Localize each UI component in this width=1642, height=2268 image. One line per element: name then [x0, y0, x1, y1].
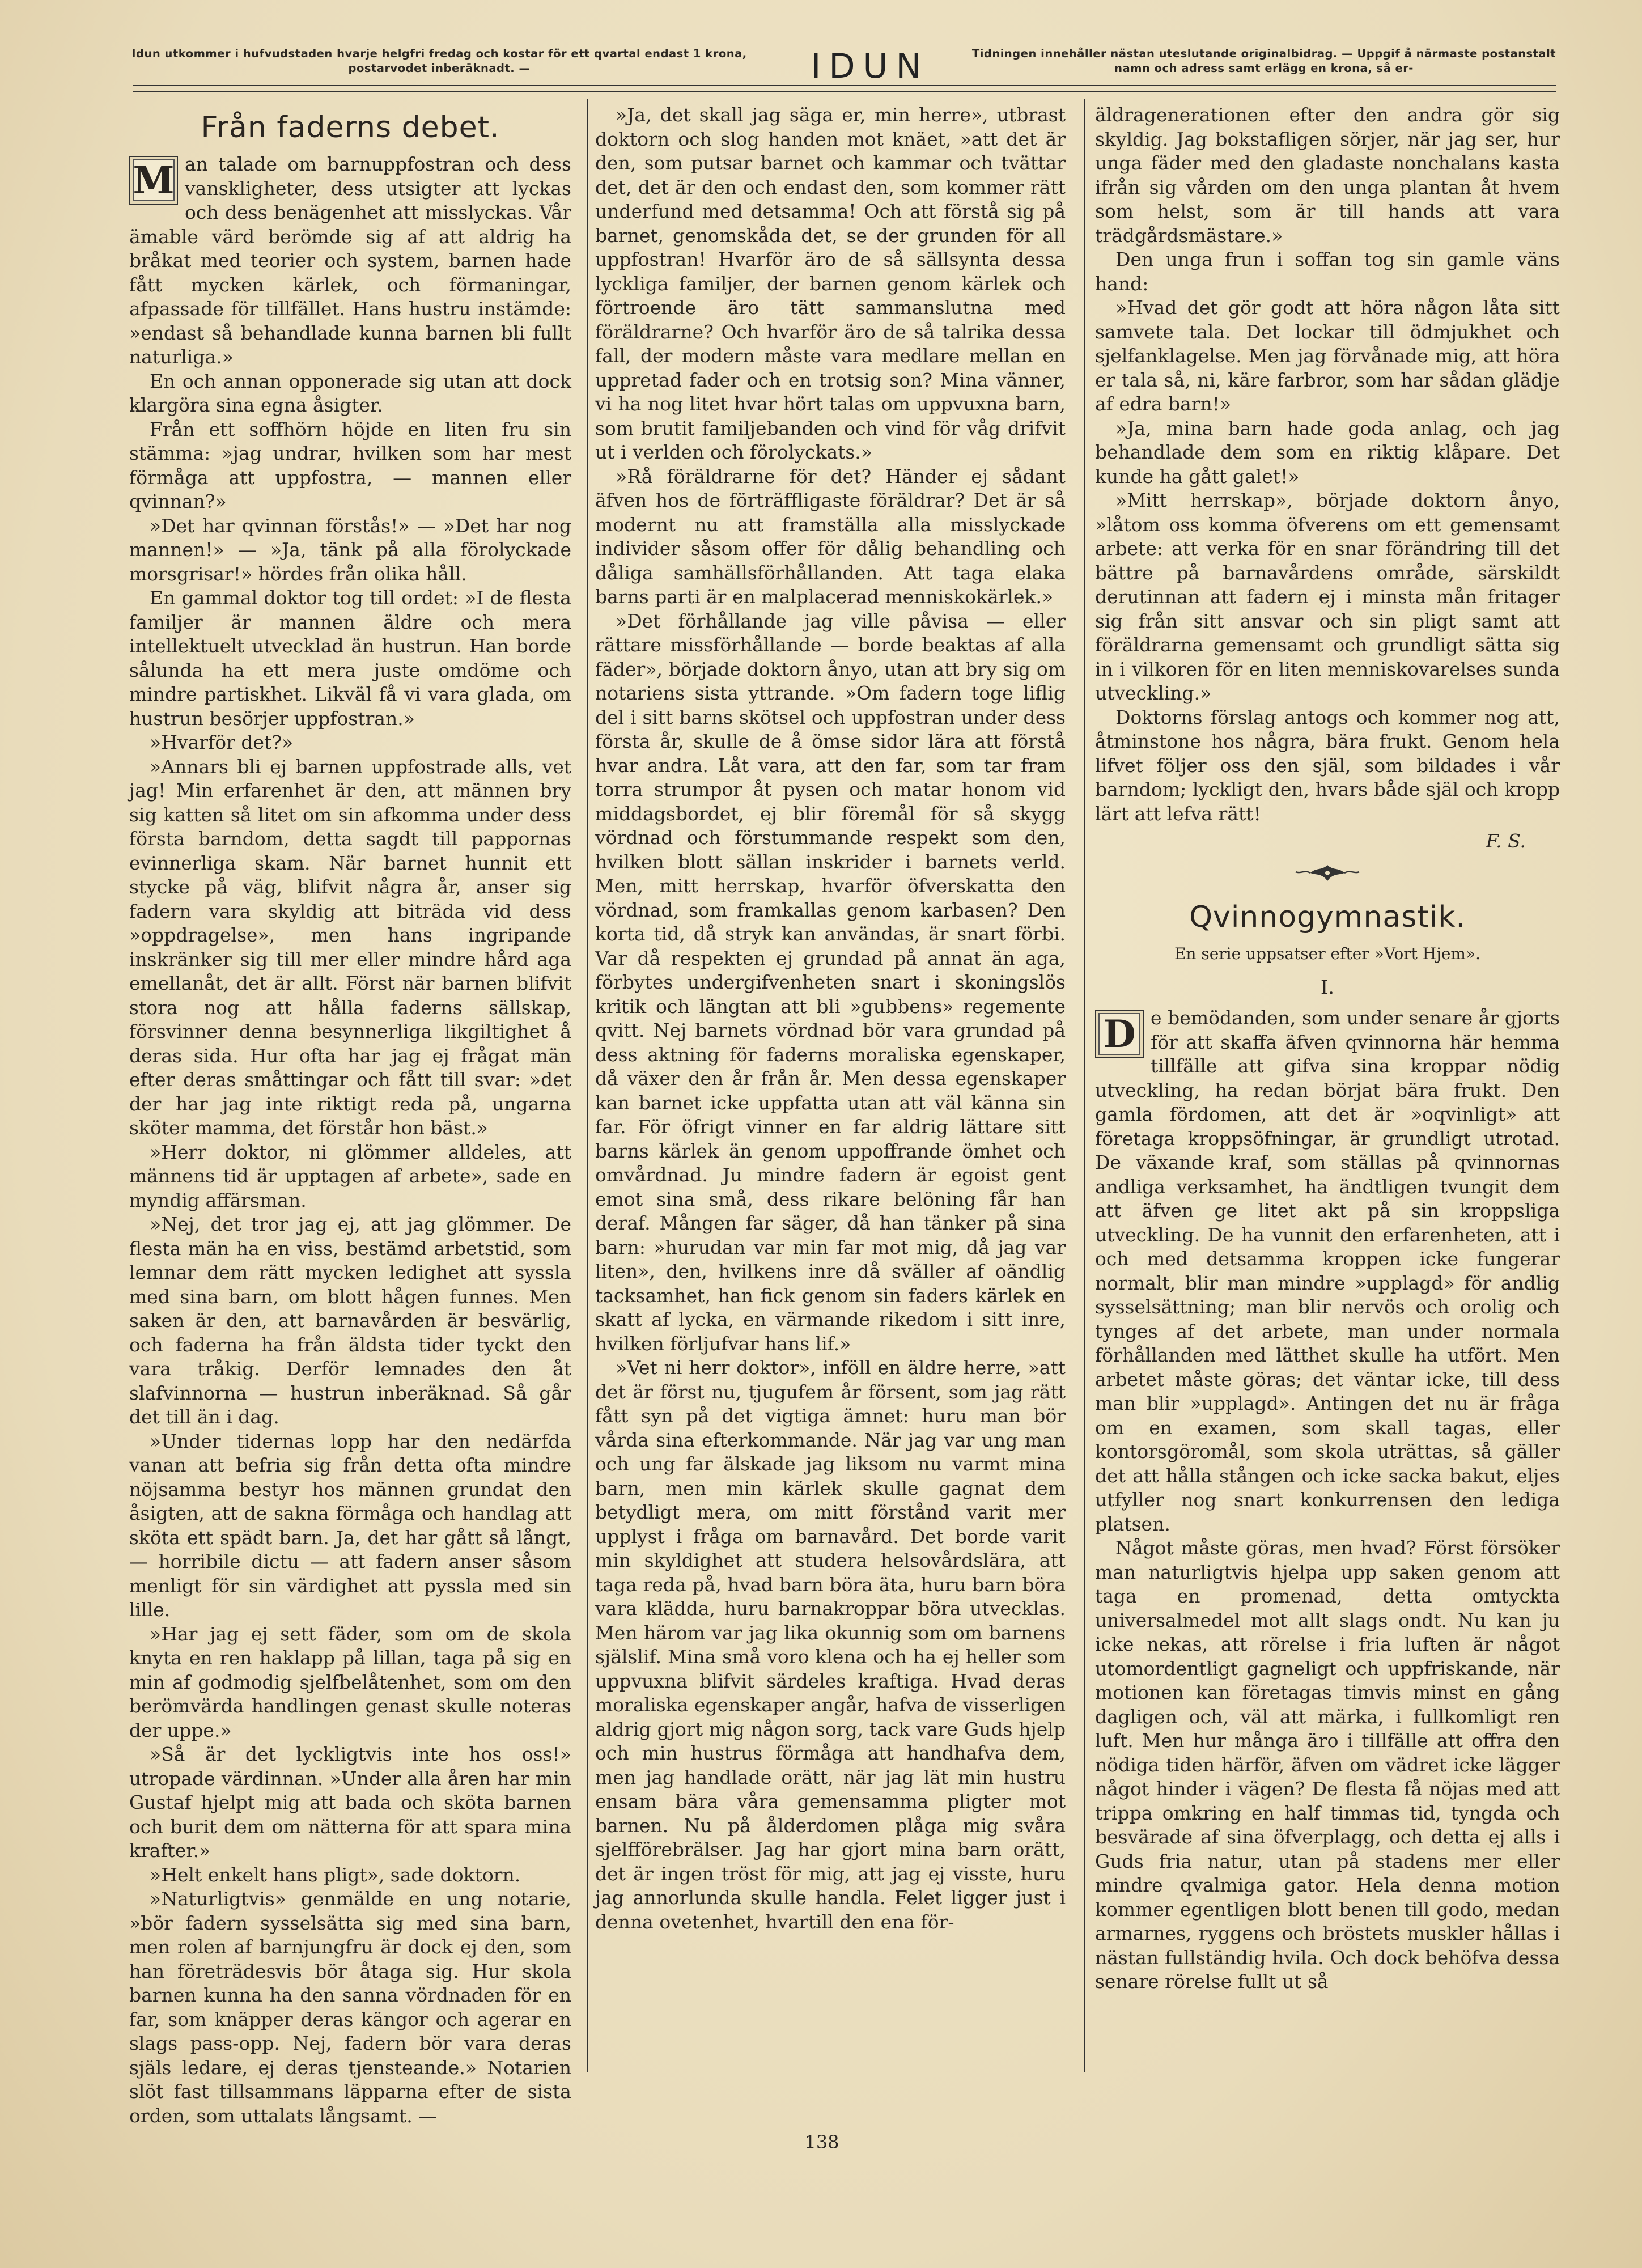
article-paragraph: »Det har qvinnan förstås!» — »Det har nog mannen!» — »Ja, tänk på alla förolyckade morsgrisar!» hördes från olika håll.: [129, 514, 571, 585]
masthead-rule-lower: [133, 91, 1556, 92]
article-paragraph: »Det förhållande jag ville påvisa — eller rättare missförhållande — borde beaktas af alla fäder», började doktorn ånyo, utan att bry sig om notariens sista yttrande. »Om fadern toge liflig del i sitt barns skötsel och uppfostran under dess första år, skulle de å ömse sidor lära att förstå hvar andra. Låt vara, att den far, som tar fram torra strumpor åt pysen och matar honom vid middagsbordet, ej blir föremål för så skygg vördnad och förstummande respekt som den, hvilken blott sällan inskrider i barnets verld. Men, mitt herrskap, hvarför öfverskatta den vördnad, som framkallas genom karbasen? Den korta tid, då stryk kan användas, är snart förbi. Var då respekten ej grundad på annat än aga, förbytes undergifvenheten snart i skoningslös kritik och längtan att bli »gubbens» regemente qvitt. Nej barnets vördnad bör vara grundad på dess aktning för faderns moraliska egenskaper, då växer den år från år. Men dessa egenskaper kan barnet icke uppfatta utan att väl känna sin far. För öfrigt vinner en far aldrig lättare sitt barns kärlek än genom uppoffrande ömhet och omvårdnad. Ju mindre fadern är egoist gent emot sina små, dess rikare belöning får han deraf. Mången far säger, då han tänker på sina barn: »hurudan var min far mot mig, då jag var liten», den, hvilkens inre då sväller af oändlig tacksamhet, han fick genom sin faders kärlek en skatt af lycka, en värmande rikedom i sitt inre, hvilken förljufvar hans lif.»: [595, 609, 1066, 1355]
article-paragraph: »Vet ni herr doktor», inföll en äldre herre, »att det är först nu, tjugufem år försent, som jag rätt fått syn på det vigtiga ämnet: huru man bör vårda sina efterkommande. När jag var ung man och ung far älskade jag liksom nu varmt mina barn, men min kärlek skulle gagnat dem betydligt mera, om mitt förstånd varit mer upplyst i fråga om barnavård. Det borde varit min skyldighet att studera helsovårdslära, att taga reda på, hvad barn böra äta, huru barn böra vara klädda, huru barnakroppar böra utvecklas. Men härom var jag lika okunnig som om barnens själslif. Mina små voro klena och ha ej heller som uppvuxna blifvit särdeles kraftiga. Hvad deras moraliska egenskaper angår, hafva de visserligen aldrig gjort mig någon sorg, tack vare Guds hjelp och min hustrus förmåga att handhafva dem, men jag handlade orätt, när jag lät min hustru ensam bära våra gemensamma pligter mot barnen. Nu på ålderdomen plåga mig svåra sjelfförebrälser. Jag har gjort mina barn orätt, det är ingen tröst för mig, att jag ej visste, huru jag annorlunda skulle handla. Felet ligger just i denna ovetenhet, hvartill den ena för-: [595, 1356, 1066, 1933]
column-3: [1095, 103, 1560, 1994]
article-title: Qvinnogymnastik.: [1189, 900, 1466, 934]
section-number: I.: [1320, 976, 1335, 999]
article-paragraph: M an talade om barnuppfostran och dess vanskligheter, dess utsigter att lyckas och dess benägenhet att misslyckas. Vår ämable värd berömde sig af att aldrig ha bråkat med teorier och system, barnen hade fått mycken kärlek, och förmaningar, afpassade för tillfället. Hans hustru instämde: »endast så behandlade kunna barnen bli fullt naturliga.»: [129, 153, 571, 368]
article-paragraph: Doktorns förslag antogs och kommer nog att, åtminstone hos några, bära frukt. Genom hela lifvet följer oss den själ, som bildades i vår barndom; lyckligt den, hvars både själ och kropp lärt att lefva rätt!: [1095, 706, 1560, 825]
article-subtitle: En serie uppsatser efter »Vort Hjem».: [1174, 944, 1480, 963]
article-paragraph: äldragenerationen efter den andra gör sig skyldig. Jag bokstafligen sörjer, när jag ser, hur unga fäder med den gladaste nonchalans kasta ifrån sig vården om den unga plantan åt hvem som helst, som är till hands att vara trädgårdsmästare.»: [1095, 104, 1560, 247]
column-divider: [587, 99, 588, 2072]
article-paragraph: En och annan opponerade sig utan att dock klargöra sina egna åsigter.: [129, 370, 571, 416]
article-paragraph: »Hvad det gör godt att höra någon låta sitt samvete tala. Det lockar till ödmjukhet och sjelfanklagelse. Men jag förvånade mig, att höra er tala så, ni, käre farbror, som har sådan glädje af edra barn!»: [1095, 296, 1560, 415]
article-paragraph: Den unga frun i soffan tog sin gamle väns hand:: [1095, 248, 1560, 295]
drop-cap: D: [1095, 1010, 1144, 1058]
masthead: [130, 46, 1559, 87]
masthead-rule: [133, 84, 1556, 86]
article-paragraph: »Naturligtvis» genmälde en ung notarie, »bör fadern sysselsätta sig med sina barn, men rolen af barnjungfru är dock ej den, som han företrädesvis bör åtaga sig. Hur skola barnen kunna ha den sanna vördnaden för en far, som knäpper deras kängor och agerar en slags pass-opp. Nej, fadern bör vara deras själs ledare, ej deras tjensteande.» Notarien slöt fast tillsammans läpparna efter de sista orden, som uttalats långsamt. —: [129, 1888, 571, 2127]
masthead-title: IDUN: [811, 46, 930, 86]
masthead-content-note: Tidningen innehåller nästan uteslutande originalbidrag. — Uppgif å närmaste postanstalt namn och adress samt erlägg en krona, så er-: [971, 47, 1556, 75]
article-paragraph: »Nej, det tror jag ej, att jag glömmer. De flesta män ha en viss, bestämd arbetstid, som lemnar dem rätt mycken ledighet att syssla med sina barn, om blott hågen funnes. Men saken är den, att barnavården är besvärlig, och faderna ha från äldsta tider tyckt den vara tråkig. Derför lemnades den åt slafvinnorna — hustrun inberäknad. Så går det till än i dag.: [129, 1213, 571, 1428]
article-paragraph: »Mitt herrskap», började doktorn ånyo, »låtom oss komma öfverens om ett gemensamt arbete: att verka för en snar förändring till det bättre på barnavårdens område, särskildt derutinnan att fadern ej i minsta mån fritager sig från sitt ansvar och sin pligt samt att föräldrarna gemensamt och grundligt sätta sig in i vilkoren för en liten menniskovarelses sunda utveckling.»: [1095, 489, 1560, 704]
article-paragraph: »Hvarför det?»: [150, 731, 294, 753]
article-paragraph: »Under tidernas lopp har den nedärfda vanan att befria sig från detta ofta mindre nöjsamma bestyr hos männen grundat den åsigten, att de sakna förmåga och handlag att sköta ett spädt barn. Ja, det har gått så långt, — horribile dictu — att fadern anser såsom menligt för sin värdighet att pyssla med sin lille.: [129, 1430, 571, 1621]
article-paragraph: »Har jag ej sett fäder, som om de skola knyta en ren haklapp på lillan, taga på sig en min af godmodig sjelfbelåtenhet, som om den berömvärda handlingen genast skulle noteras der uppe.»: [129, 1622, 571, 1741]
article-paragraph: »Herr doktor, ni glömmer alldeles, att männens tid är upptagen af arbete», sade en myndig affärsman.: [129, 1141, 571, 1211]
article-paragraph: »Annars bli ej barnen uppfostrade alls, vet jag! Min erfarenhet är den, att männen bry sig katten så litet om sin afkomma under dess första barndom, detta sagdt till pappornas evinnerliga skam. När barnet hunnit ett stycke på väg, blifvit några år, anser sig fadern vara skyldig att biträda vid dess »oppdragelse», men hans ingripande inskränker sig till mer eller mindre hård aga emellanåt, det är allt. Först när barnen blifvit stora nog att hålla faderns sällskap, försvinner denna besynnerliga likgiltighet å deras sida. Hur ofta har jag ej frågat män efter deras småttingar och fått till svar: »det der har jag inte riktigt reda på, ungarna sköter mamma, det förstår hon bäst.»: [129, 755, 571, 1139]
article-paragraph: »Ja, mina barn hade goda anlag, och jag behandlade dem som en riktig klåpare. Det kunde ha gått galet!»: [1095, 417, 1560, 487]
article-paragraph: En gammal doktor tog till ordet: »I de flesta familjer är mannen äldre och mera intellektuelt utvecklad än hustrun. Han borde sålunda ha ett mera juste omdöme och mindre partiskhet. Likväl få vi vara glada, om hustrun besörjer uppfostran.»: [129, 587, 571, 730]
article-paragraph: »Ja, det skall jag säga er, min herre», utbrast doktorn och slog handen mot knäet, »att det är den, som putsar barnet och kammar och tvättar det, det är den och endast den, som kommer rätt underfund med detsamma! Och att förstå sig på barnet, genomskåda det, se der grunden för all uppfostran! Hvarför äro de så sällsynta dessa lyckliga familjer, der barnen genom kärlek och förtroende äro tätt sammanslutna med föräldrarne? Och hvarför äro de så talrika dessa fall, der modern måste vara medlare mellan en uppretad fader och en trotsig son? Mina vänner, vi ha nog litet hvar hört talas om uppvuxna barn, som brutit familjebanden och vind för våg drifvit ut i verlden och förolyckats.»: [595, 104, 1066, 463]
ornament-icon: [1095, 863, 1560, 889]
column-divider: [1084, 99, 1085, 2072]
article-signature: F. S.: [1486, 830, 1526, 852]
article-paragraph: »Helt enkelt hans pligt», sade doktorn.: [150, 1863, 521, 1886]
drop-cap: M: [129, 156, 178, 205]
column-1: [129, 99, 571, 2128]
column-2: [595, 103, 1066, 1934]
article-paragraph: Något måste göras, men hvad? Först försöker man naturligtvis hjelpa upp saken genom att taga en promenad, detta omtyckta universalmedel mot allt slags ondt. Nu kan ju icke nekas, att rörelse i fria luften är något utomordentligt gagneligt och uppfriskande, när motionen kan företagas timvis minst en gång dagligen och, väl att märka, i fullkomligt ren luft. Men hur många äro i tillfälle att offra den nödiga tiden härför, äfven om vädret icke lägger något hinder i vägen? De flesta få nöjas med att trippa omkring en half timmas tid, tyngda och besvärade af sina öfverplagg, och detta ej alls i Guds fria natur, utan på stadens mer eller mindre qvalmiga gator. Hela denna motion kommer egentligen blott benen till godo, medan armarnes, ryggens och bröstets muskler hållas i nästan fullständig hvila. Och dock behöfva dessa senare rörelse fullt ut så: [1095, 1537, 1560, 1993]
article-paragraph: »Så är det lyckligtvis inte hos oss!» utropade värdinnan. »Under alla åren har min Gustaf hjelpt mig att bada och sköta barnen och burit dem om nätterna för att spara mina krafter.»: [129, 1743, 571, 1862]
article-paragraph: »Rå föräldrarne för det? Händer ej sådant äfven hos de förträffligaste föräldrar? Det är så modernt nu att framställa alla misslyckade individer såsom offer för dålig behandling och dåliga samhällsförhållanden. Att taga elaka barns parti är en malplacerad menniskokärlek.»: [595, 465, 1066, 608]
masthead-subscription-note: Idun utkommer i hufvudstaden hvarje helgfri fredag och kostar för ett qvartal endast 1 krona, postarvodet inberäknadt. —: [131, 47, 747, 75]
article-title: Från faderns debet.: [201, 111, 500, 145]
article-paragraph: D e bemödanden, som under senare år gjorts för att skaffa äfven qvinnorna här hemma tillfälle att gifva sina kroppar nödig utveckling, ha redan börjat bära frukt. Den gamla fördomen, att det är »oqvinligt» att företaga kroppsöfningar, är grundligt utrotad. De växande kraf, som ställas på qvinnornas andliga verksamhet, ha ändtligen tvungit dem att äfven ge litet akt på sin kroppsliga utveckling. De ha vunnit den erfarenheten, att i och med detsamma kroppen icke fungerar normalt, blir man mindre »upplagd» för andlig sysselsättning; man blir nervös och orolig och tynges af det arbete, man under normala förhållanden med lätthet skulle ha utfört. Men arbetet måste göras; det väntar icke, till dess man blir »upplagd». Antingen det nu är fråga om en examen, som skall tagas, eller kontorsgöromål, som skola uträttas, så gäller det att hålla stången och icke sacka bakut, eljes utfyller nog snart konkurrensen den lediga platsen.: [1095, 1007, 1560, 1535]
article-paragraph: Från ett soffhörn höjde en liten fru sin stämma: »jag undrar, hvilken som har mest förmåga att uppfostra, — mannen eller qvinnan?»: [129, 418, 571, 512]
page-number: 138: [804, 2131, 839, 2153]
